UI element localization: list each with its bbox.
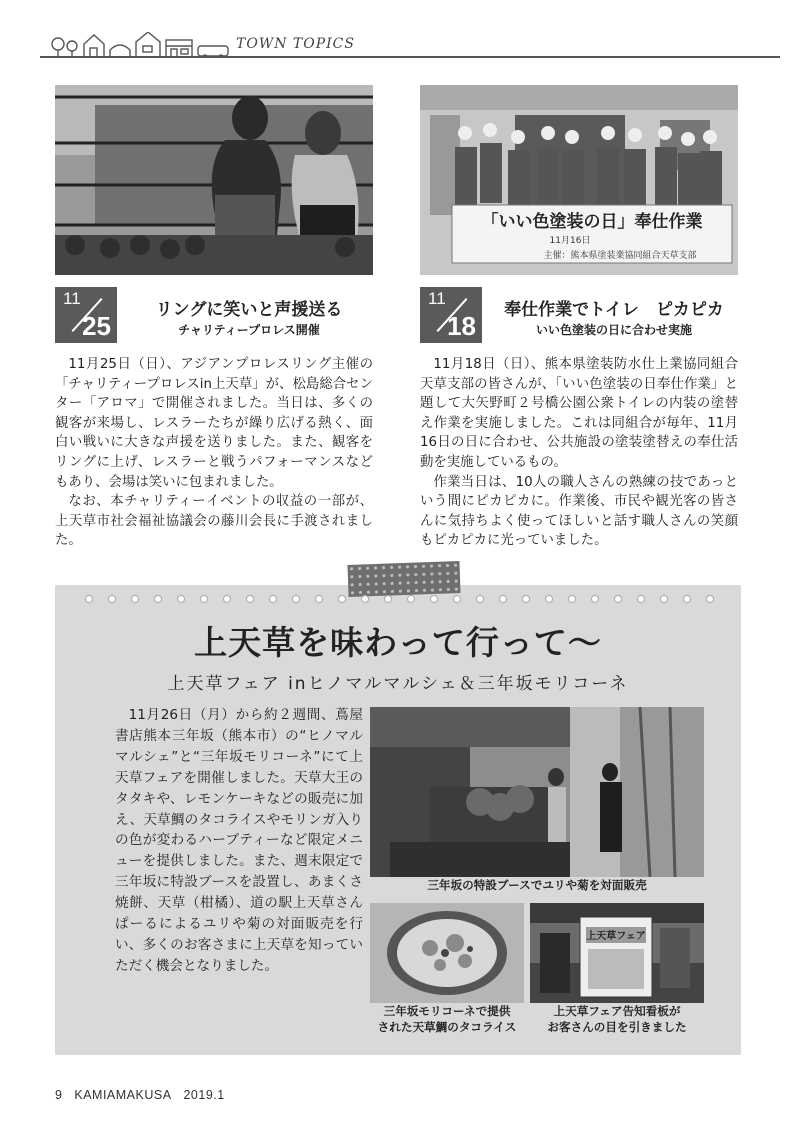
article-body-left — [55, 355, 373, 551]
banner-main-text: 「いい色塗装の日」奉仕作業 — [481, 212, 703, 232]
spiral-hole — [200, 595, 208, 603]
page-footer — [55, 1088, 225, 1102]
spiral-hole — [522, 595, 530, 603]
spiral-hole — [108, 595, 116, 603]
spiral-hole — [384, 595, 392, 603]
caption-line: 上天草フェア告知看板が — [553, 1004, 681, 1018]
date-badge-left — [55, 287, 117, 343]
issue-date: 2019.1 — [183, 1088, 225, 1102]
masking-tape — [347, 561, 460, 597]
date-badge-right — [420, 287, 482, 343]
caption-market: 三年坂の特設ブースでユリや菊を対面販売 — [427, 878, 647, 892]
spiral-hole — [614, 595, 622, 603]
paragraph: なお、本チャリティーイベントの収益の一部が、上天草市社会福祉協議会の藤川会長に手渡されました。 — [55, 494, 373, 549]
magazine-name: KAMIAMAKUSA — [74, 1088, 172, 1102]
market-booth-photo — [370, 707, 704, 877]
paragraph: 11月18日（日）、熊本県塗装防水仕上業協同組合天草支部の皆さんが、「いい色塗装の日奉仕作業」と題して大矢野町２号橋公園公衆トイレの内装の塗替え作業を実施しました。これは同組合が毎年、11月16日の日に合わせ、公共施設の塗装塗替えの奉仕活動を実施しているもの。 — [420, 357, 738, 470]
paragraph: 11月25日（日）、アジアンプロレスリング主催の「チャリティープロレスin上天草」が、松島総合センター「アロマ」で開催されました。当日は、多くの観客が来場し、レスラーたちが繰り広げる熱く、面白い戦いに大きな声援を送りました。また、観客をリングに上げ、レスラーと戦うパフォーマンスなどもあり、会場は笑いに包まれました。 — [55, 357, 373, 490]
spiral-hole — [269, 595, 277, 603]
spiral-hole — [545, 595, 553, 603]
spiral-hole — [660, 595, 668, 603]
article-subtitle: いい色塗装の日に合わせ実施 — [535, 323, 692, 337]
paragraph: 作業当日は、10人の職人さんの熟練の技であっという間にピカピカに。作業後、市民や観光客の皆さんに気持ちよく使ってほしいと話す職人さんの笑顔もピカピカに光っていました。 — [420, 474, 738, 549]
page-header — [40, 30, 780, 60]
fair-sign-photo — [530, 903, 704, 1003]
spiral-hole — [246, 595, 254, 603]
feature-subtitle: 上天草フェア inヒノマルマルシェ＆三年坂モリコーネ — [167, 674, 629, 694]
spiral-hole — [223, 595, 231, 603]
painters-group-photo — [420, 85, 738, 275]
date-day: 18 — [447, 311, 476, 341]
caption-taco — [360, 1003, 534, 1035]
feature-body — [115, 705, 363, 977]
date-month: 11 — [428, 289, 446, 308]
caption-line: された天草鯛のタコライス — [377, 1020, 517, 1034]
spiral-hole — [292, 595, 300, 603]
spiral-hole — [85, 595, 93, 603]
banner-date-text: 11月16日 — [549, 236, 591, 246]
section-label: TOWN TOPICS — [236, 36, 355, 52]
taco-rice-photo — [370, 903, 524, 1003]
banner-sponsor-text: 主催：熊本県塗装業協同組合天草支部 — [543, 251, 697, 261]
article-subtitle: チャリティープロレス開催 — [178, 323, 320, 337]
page-number: 9 — [55, 1088, 63, 1102]
article-title: リングに笑いと声援送る — [155, 300, 343, 320]
sign-title-text: 上天草フェア — [586, 931, 646, 942]
spiral-hole — [499, 595, 507, 603]
spiral-hole — [568, 595, 576, 603]
spiral-hole — [591, 595, 599, 603]
spiral-hole — [407, 595, 415, 603]
header-rule — [40, 56, 780, 58]
spiral-hole — [430, 595, 438, 603]
date-day: 25 — [82, 311, 111, 341]
spiral-hole — [706, 595, 714, 603]
spiral-hole — [154, 595, 162, 603]
paragraph: 11月26日（月）から約２週間、蔦屋書店熊本三年坂（熊本市）の“ヒノマルマルシェ”と“三年坂モリコーネ”にて上天草フェアを開催しました。天草大王のタタキや、レモンケーキなどの販売に加え、天草鯛のタコライスやモリンガ入りの色が変わるハーブティーなど限定メニューを提供しました。また、週末限定で三年坂に特設ブースを設置し、あまくさ焼餅、天草（柑橘）、道の駅上天草さんぱーるによるユリや菊の対面販売を行い、多くのお客さまに上天草を知っていただく機会となりました。 — [115, 707, 363, 974]
wrestling-photo — [55, 85, 373, 275]
spiral-hole — [637, 595, 645, 603]
caption-line: 三年坂モリコーネで提供 — [383, 1004, 511, 1018]
caption-line: お客さんの目を引きました — [547, 1020, 687, 1034]
date-month: 11 — [63, 289, 81, 308]
feature-box — [55, 585, 741, 1055]
spiral-hole — [453, 595, 461, 603]
spiral-hole — [315, 595, 323, 603]
feature-title: 上天草を味わって行って～ — [194, 623, 602, 662]
article-body-right — [420, 355, 738, 551]
spiral-hole — [361, 595, 369, 603]
notebook-spiral — [55, 595, 741, 607]
spiral-hole — [177, 595, 185, 603]
spiral-hole — [683, 595, 691, 603]
caption-sign — [530, 1003, 704, 1035]
spiral-hole — [131, 595, 139, 603]
article-title: 奉仕作業でトイレ ピカピカ — [504, 300, 724, 320]
spiral-hole — [476, 595, 484, 603]
spiral-hole — [338, 595, 346, 603]
